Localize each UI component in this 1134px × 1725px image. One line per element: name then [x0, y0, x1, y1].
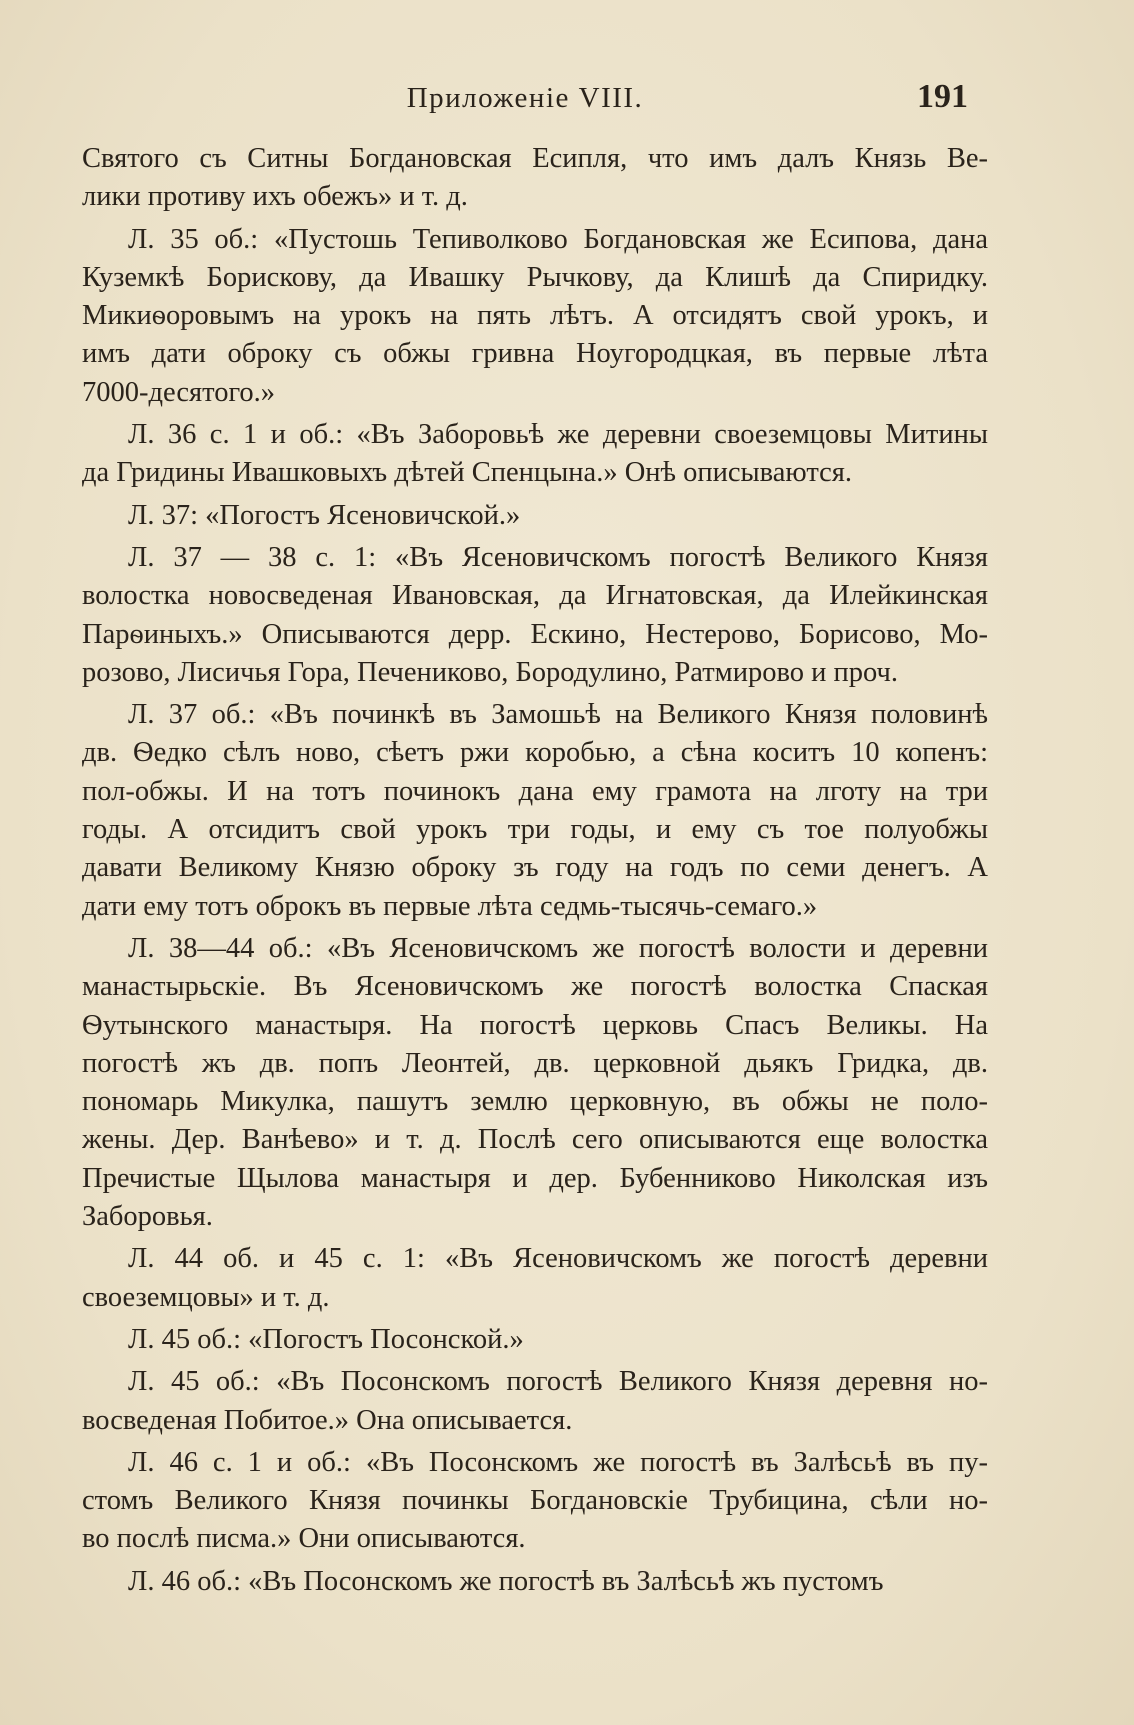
text-line: Л. 45 об.: «Въ Посонскомъ погостѣ Великого Князя деревня но-: [128, 1366, 988, 1398]
text-line: да Гридины Ивашковыхъ дѣтей Спенцына.» Онѣ описываются.: [82, 457, 853, 489]
paragraph: [82, 1363, 988, 1440]
text-line: во послѣ писма.» Они описываются.: [82, 1523, 526, 1555]
text-line: лики противу ихъ обежъ» и т. д.: [82, 181, 468, 213]
text-line: дати ему тотъ оброкъ въ первые лѣта седмь-тысячь-семаго.»: [82, 890, 818, 922]
page-body: [82, 140, 988, 1605]
paragraph: [82, 140, 988, 217]
text-line: восведеная Побитое.» Она описывается.: [82, 1404, 573, 1436]
text-line: манастырьскіе. Въ Ясеновичскомъ же погостѣ волостка Спаская: [82, 971, 988, 1003]
text-line: Пречистые Щылова манастыря и дер. Бубенниково Николская изъ: [82, 1162, 988, 1194]
text-line: Л. 46 с. 1 и об.: «Въ Посонскомъ же погостѣ въ Залѣсьѣ въ пу-: [128, 1446, 988, 1478]
running-title: Приложеніе VIII.: [406, 82, 644, 114]
text-line: погостѣ жъ дв. попъ Леонтей, дв. церковной дьякъ Гридка, дв.: [82, 1047, 988, 1079]
page-header: [82, 78, 968, 122]
text-line: жены. Дер. Ванѣево» и т. д. Послѣ сего описываются еще волостка: [82, 1124, 988, 1156]
paragraph: [82, 497, 988, 535]
paragraph: [82, 1444, 988, 1559]
text-line: давати Великому Князю оброку зъ году на годъ по семи денегъ. А: [82, 852, 988, 884]
text-line: Л. 35 об.: «Пустошь Тепиволково Богдановская же Есипова, дана: [128, 223, 988, 255]
text-line: дв. Ѳедко сѣлъ ново, сѣетъ ржи коробью, а сѣна коситъ 10 копенъ:: [82, 737, 988, 769]
paragraph: [82, 1321, 988, 1359]
paragraph: [82, 930, 988, 1236]
text-line: Л. 38—44 об.: «Въ Ясеновичскомъ же погостѣ волости и деревни: [128, 932, 988, 964]
text-line: пономарь Микулка, пашутъ землю церковную, въ обжы не поло-: [82, 1086, 988, 1118]
text-line: Микиѳоровымъ на урокъ на пять лѣтъ. А отсидятъ свой урокъ, и: [82, 300, 988, 332]
text-line: Л. 37 — 38 с. 1: «Въ Ясеновичскомъ погостѣ Великого Князя: [128, 541, 988, 573]
text-line: волостка новосведеная Ивановская, да Игнатовская, да Илейкинская: [82, 580, 988, 612]
paragraph: [82, 416, 988, 493]
text-line: годы. А отсидитъ свой урокъ три годы, и ему съ тое полуобжы: [82, 814, 988, 846]
text-line: стомъ Великого Князя починкы Богдановскіе Трубицина, сѣли но-: [82, 1485, 988, 1517]
text-line: Куземкѣ Борискову, да Ивашку Рычкову, да Клишѣ да Спиридку.: [82, 261, 988, 293]
paragraph: [82, 1563, 988, 1601]
text-line: розово, Лисичья Гора, Печениково, Бородулино, Ратмирово и проч.: [82, 656, 898, 688]
paragraph: [82, 1240, 988, 1317]
text-line: Л. 44 об. и 45 с. 1: «Въ Ясеновичскомъ же погостѣ деревни: [128, 1243, 988, 1275]
text-line: Святого съ Ситны Богдановская Есипля, что имъ далъ Князь Ве-: [82, 143, 988, 174]
page-number: 191: [917, 78, 968, 115]
text-line: Парѳиныхъ.» Описываются дерр. Ескино, Нестерово, Борисово, Мо-: [82, 618, 988, 650]
text-line: Заборовья.: [82, 1201, 213, 1233]
text-line: имъ дати оброку съ обжы гривна Ноугородцкая, въ первые лѣта: [82, 338, 988, 370]
text-line: 7000-десятого.»: [82, 376, 276, 408]
paragraph: [82, 221, 988, 412]
paragraph: [82, 539, 988, 692]
text-line: Л. 37: «Погостъ Ясеновичской.»: [128, 499, 521, 531]
text-line: Л. 37 об.: «Въ починкѣ въ Замошьѣ на Великого Князя половинѣ: [128, 699, 988, 731]
text-line: Л. 45 об.: «Погостъ Посонской.»: [128, 1323, 524, 1355]
text-line: Л. 36 с. 1 и об.: «Въ Заборовьѣ же деревни своеземцовы Митины: [128, 419, 988, 451]
paragraph: [82, 696, 988, 926]
text-line: пол-обжы. И на тотъ починокъ дана ему грамота на лготу на три: [82, 775, 988, 807]
text-line: Л. 46 об.: «Въ Посонскомъ же погостѣ въ Залѣсьѣ жъ пустомъ: [128, 1565, 884, 1597]
text-line: Ѳутынского манастыря. На погостѣ церковь Спасъ Великы. На: [82, 1009, 988, 1041]
text-line: своеземцовы» и т. д.: [82, 1281, 330, 1313]
